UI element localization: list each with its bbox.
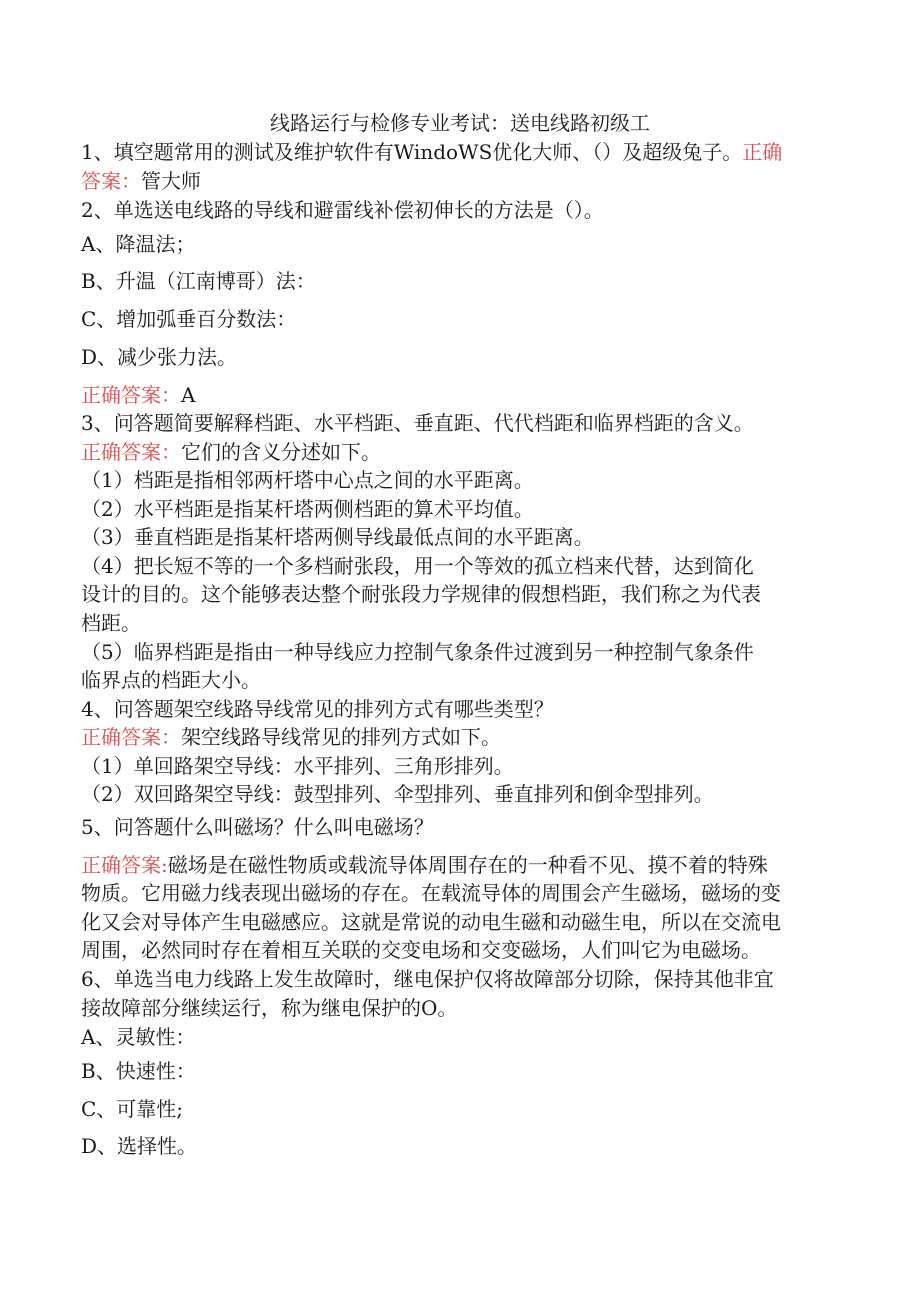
question-5-answer (81, 850, 850, 880)
answer-text: 它们的含义分述如下。 (181, 440, 381, 464)
question-3-answer (81, 437, 850, 467)
answer-item: （2）水平档距是指某杆塔两侧档距的算术平均值。 (81, 497, 534, 521)
answer-item: （4）把长短不等的一个多档耐张段，用一个等效的孤立档来代替，达到简化 (81, 554, 754, 578)
page-title: 线路运行与检修专业考试：送电线路初级工 (270, 111, 650, 135)
question-4-answer (81, 722, 850, 752)
answer-line: 化又会对导体产生电磁感应。这就是常说的动电生磁和动磁生电，所以在交流电 (81, 910, 781, 934)
answer-line: 物质。它用磁力线表现出磁场的存在。在载流导体的周围会产生磁场，磁场的变 (81, 881, 781, 905)
answer-item: （1）档距是指相邻两杆塔中心点之间的水平距离。 (81, 468, 534, 492)
option-a: A、降温法； (81, 232, 196, 256)
question-3-stem: 3、问答题简要解释档距、水平档距、垂直距、代代档距和临界档距的含义。 (81, 411, 754, 435)
answer-item: （1）单回路架空导线：水平排列、三角形排列。 (81, 754, 514, 778)
answer-label: 正确答案： (81, 440, 181, 464)
option-b: B、升温（江南博哥）法： (81, 269, 316, 293)
answer-label: 正确答案: (81, 853, 168, 877)
answer-text: 磁场是在磁性物质或载流导体周围存在的一种看不见、摸不着的特殊 (167, 853, 768, 877)
answer-item: （2）双回路架空导线：鼓型排列、伞型排列、垂直排列和倒伞型排列。 (81, 782, 714, 806)
answer-text: 架空线路导线常见的排列方式如下。 (181, 725, 501, 749)
question-2-stem: 2、单选送电线路的导线和避雷线补偿初伸长的方法是（）。 (81, 198, 604, 222)
answer-item: （5）临界档距是指由一种导线应力控制气象条件过渡到另一种控制气象条件 (81, 640, 754, 664)
question-5-stem: 5、问答题什么叫磁场？什么叫电磁场？ (81, 815, 434, 839)
answer-item: （3）垂直档距是指某杆塔两侧导线最低点间的水平距离。 (81, 525, 594, 549)
answer-line: 周围，必然同时存在着相互关联的交变电场和交变磁场，人们叫它为电磁场。 (81, 938, 761, 962)
question-6-stem: 6、单选当电力线路上发生故障时，继电保护仅将故障部分切除，保持其他非宜 (81, 967, 774, 991)
option-c: C、增加弧垂百分数法： (81, 307, 297, 331)
answer-item: 设计的目的。这个能够表达整个耐张段力学规律的假想档距，我们称之为代表 (81, 582, 761, 606)
answer-label: 正确答案： (81, 383, 181, 407)
answer-label-part2: 答案： (81, 169, 141, 193)
question-1-answer (81, 166, 850, 196)
answer-text: 管大师 (141, 169, 201, 193)
answer-text: A (181, 383, 196, 407)
question-1-stem: 1、填空题常用的测试及维护软件有WindoWS优化大师、（）及超级兔子。 (81, 140, 743, 164)
option-d: D、选择性。 (81, 1134, 198, 1158)
option-c: C、可靠性; (81, 1097, 184, 1121)
answer-label: 正确答案： (81, 725, 181, 749)
option-b: B、快速性： (81, 1059, 196, 1083)
question-1 (81, 137, 850, 167)
question-6-stem: 接故障部分继续运行，称为继电保护的O。 (81, 996, 458, 1020)
question-4-stem: 4、问答题架空线路导线常见的排列方式有哪些类型？ (81, 697, 554, 721)
answer-item: 档距。 (81, 611, 141, 635)
answer-item: 临界点的档距大小。 (81, 668, 261, 692)
answer-label-part1: 正确 (742, 140, 783, 164)
option-d: D、减少张力法。 (81, 345, 238, 369)
question-2-answer (81, 380, 850, 410)
option-a: A、灵敏性： (81, 1025, 196, 1049)
